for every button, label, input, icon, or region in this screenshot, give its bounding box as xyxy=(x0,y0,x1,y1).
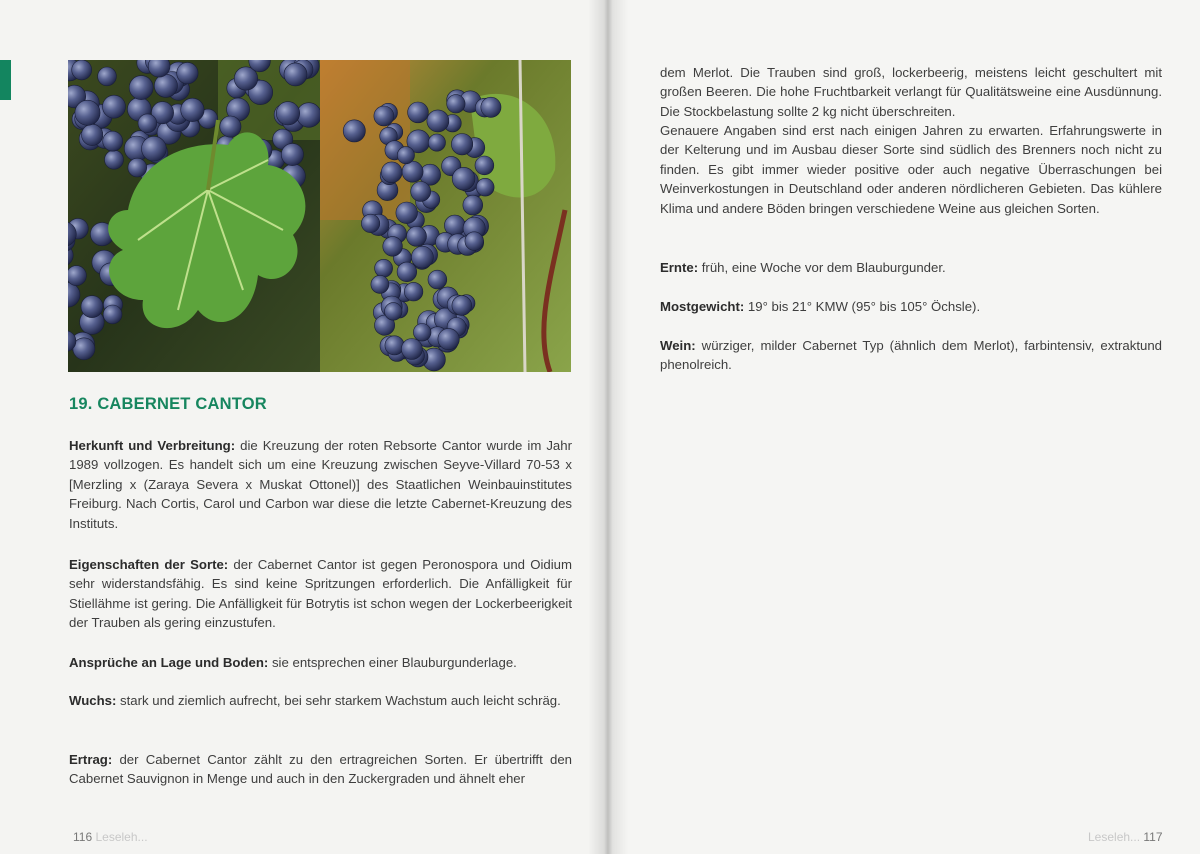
grape-berry xyxy=(481,97,501,117)
grape-berry xyxy=(397,147,414,164)
yield-paragraph xyxy=(69,750,572,789)
origin-label: Herkunft und Verbreitung: xyxy=(69,438,236,453)
yield-label: Ertrag: xyxy=(69,752,113,767)
grape-berry xyxy=(72,60,92,80)
grape-berry xyxy=(427,110,449,132)
grape-berry xyxy=(413,324,431,342)
grape-berry xyxy=(385,336,404,355)
site-soil-paragraph xyxy=(69,653,572,672)
grape-berry xyxy=(177,62,198,83)
grape-berry xyxy=(476,178,494,196)
grape-berry xyxy=(297,103,320,128)
grape-berry xyxy=(103,305,122,324)
running-title-right: Leseleh... xyxy=(1088,830,1141,844)
must-weight-paragraph xyxy=(660,297,1162,316)
growth-text: stark und ziemlich aufrecht, bei sehr starkem Wachstum auch leicht schräg. xyxy=(116,693,561,708)
grape-berry xyxy=(404,282,423,301)
grape-berry xyxy=(397,262,417,282)
harvest-text: früh, eine Woche vor dem Blauburgunder. xyxy=(698,260,946,275)
origin-text: die Kreuzung der roten Rebsorte Cantor wurde im Jahr 1989 vollzogen. Es handelt sich um eine Kreuzung zwischen Seyve-Villard 70-53 x [Merzling x (Zaraya Severa x Muskat Ottonel)] des Staatlichen Weinbauinstitutes Freiburg. Nach Cortis, Carol und Carbon war diese die letzte Cabernet-Kreuzung des Instituts. xyxy=(69,438,572,531)
grape-berry xyxy=(385,303,403,321)
grape-berry xyxy=(381,162,402,183)
grape-berry xyxy=(103,95,126,118)
grape-berry xyxy=(138,114,157,133)
grape-berry xyxy=(451,134,472,155)
grape-berry xyxy=(142,136,167,161)
wine-paragraph xyxy=(660,336,1162,375)
grape-berry xyxy=(276,102,299,125)
site-soil-label: Ansprüche an Lage und Boden: xyxy=(69,655,269,670)
wine-text: würziger, milder Cabernet Typ (ähnlich dem Merlot), farbintensiv, extraktund phenolreich. xyxy=(660,338,1162,373)
grape-berry xyxy=(428,134,445,151)
grape-berry xyxy=(401,339,422,360)
grape-berry xyxy=(452,296,472,316)
grape-berry xyxy=(73,338,95,360)
harvest-paragraph xyxy=(660,258,1162,277)
left-folio xyxy=(73,830,148,844)
grape-berry xyxy=(284,63,307,86)
growth-label: Wuchs: xyxy=(69,693,117,708)
grape-berry xyxy=(407,226,427,246)
grape-berry xyxy=(375,259,393,277)
grape-berry xyxy=(75,100,100,125)
grape-berry xyxy=(463,195,483,215)
running-title-left: Leseleh... xyxy=(95,830,148,844)
grape-photo-right xyxy=(320,60,571,372)
page-number-left: 116 xyxy=(73,830,93,844)
grape-berry xyxy=(98,67,117,86)
grape-berry xyxy=(411,246,433,268)
grape-berry xyxy=(68,266,86,286)
grape-berry xyxy=(447,95,465,113)
must-weight-label: Mostgewicht: xyxy=(660,299,745,314)
grape-berry xyxy=(128,158,147,177)
variety-heading: 19. CABERNET CANTOR xyxy=(69,395,267,413)
properties-text: der Cabernet Cantor ist gegen Peronospora und Oidium sehr widerstandsfähig. Es sind keine Spritzungen erforderlich. Die Anfälligkeit für Stiellähme ist gering. Die Anfälligkeit für Botrytis ist schon wegen der Lockerbeerigkeit der Trauben als gering einzustufen. xyxy=(69,557,572,631)
grape-berry xyxy=(438,328,459,349)
grape-berry xyxy=(361,214,379,232)
experience-paragraph: Genauere Angaben sind erst nach einigen Jahren zu erwarten. Erfahrungswerte in der Kelterung und im Ausbau dieser Sorte sind südlich des Brenners noch nicht zu finden. Es gibt immer wieder positive oder auch negative Überraschungen bei Weinverkostungen in Deutschland oder anderen nördlicheren Gebieten. Das kühlere Klima und andere Böden bringen verschiedene Weine aus gleichen Sorten. xyxy=(660,123,1162,216)
must-weight-text: 19° bis 21° KMW (95° bis 105° Öchsle). xyxy=(744,299,981,314)
grape-berry xyxy=(396,202,418,224)
grape-berry xyxy=(129,76,153,100)
grape-berry xyxy=(371,275,389,293)
grape-berry xyxy=(475,156,494,175)
grape-berry xyxy=(281,143,303,165)
grape-berry xyxy=(81,296,103,318)
grape-berry xyxy=(408,102,429,123)
grape-berry xyxy=(428,270,447,289)
grape-berry xyxy=(154,74,177,97)
grape-berry xyxy=(452,167,475,190)
wine-label: Wein: xyxy=(660,338,696,353)
origin-paragraph xyxy=(69,436,572,533)
grape-berry xyxy=(411,182,431,202)
grape-berry xyxy=(374,106,394,126)
growth-paragraph xyxy=(69,691,572,710)
chapter-tab-marker xyxy=(0,60,11,100)
grape-berry xyxy=(82,124,103,145)
grape-berry xyxy=(343,120,365,142)
grape-berry xyxy=(103,131,123,151)
grape-berry xyxy=(383,237,403,257)
properties-paragraph xyxy=(69,555,572,633)
grape-photo-left xyxy=(68,60,320,372)
properties-label: Eigenschaften der Sorte: xyxy=(69,557,229,572)
site-soil-text: sie entsprechen einer Blauburgunderlage. xyxy=(268,655,517,670)
page-number-right: 117 xyxy=(1143,830,1163,844)
grape-berry xyxy=(220,116,241,137)
grape-berry xyxy=(402,161,423,182)
grape-berry xyxy=(465,232,484,251)
book-gutter xyxy=(588,0,628,854)
grape-berry xyxy=(105,150,124,169)
right-folio xyxy=(1088,830,1163,844)
harvest-label: Ernte: xyxy=(660,260,699,275)
grape-berry xyxy=(181,98,204,121)
yield-continuation: dem Merlot. Die Trauben sind groß, lockerbeerig, meistens leicht geschultert mit großen Beeren. Die hohe Fruchtbarkeit verlangt für Qualitätsweine eine Ausdünnung. Die Stockbelastung sollte 2 kg nicht überschreiten. xyxy=(660,65,1162,119)
yield-text: der Cabernet Cantor zählt zu den ertragreichen Sorten. Er übertrifft den Cabernet Sauvignon in Menge und auch in den Zuckergraden und ähnelt eher xyxy=(69,752,572,787)
